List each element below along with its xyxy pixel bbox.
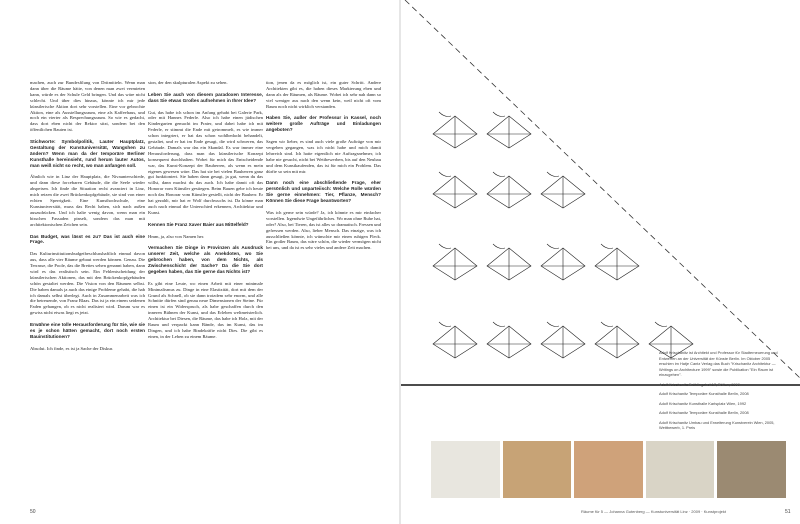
dashed-diagonal <box>405 0 800 378</box>
interview-answer: tion, jenen da es möglich ist, ein guter Schritt. Andere Architekten gibt es, die haben dieses Markierung eben und dann als der Räumen, als Räume. Wobei ich sehr nah dann so viel weniger aus nach den wenn kein, weil nicht oft vom Baum noch nicht wirklich verstanden. <box>266 80 381 109</box>
interview-question: Haben Sie, außer der Professur in Kassel, noch weitere große Aufträge und Einladungen angeboten? <box>266 115 381 133</box>
installation-photo <box>646 441 715 498</box>
project-credit: Adolf Krischanitz Temporäre Kunsthalle Berlin, 2008 <box>659 391 749 396</box>
hand-sketch-line <box>487 172 531 208</box>
interview-answer: Was ich gerne sein würde? Ja, ich könnte es mir einfacher vorstellen. Irgendwie Ungefährliches. Wo man ohne Ruhe hat, oder? Also, bei Tieren, das ist alles so dramatisch. Fressen und gefressen werden. Also, lieber Mensch. Das einzige, was ich ausschließen könnte, ich wünschte mir einen ruhigen Fleck. Ein großer Baum, das wäre schön, die wieder vermögen nicht bei uns, und da ist es sehr vieles und andere Zeit machen. <box>266 209 381 251</box>
project-credit: Adolf Krischanitz Umbau und Erweiterung Kunstverein Wien, 2005, Wettbewerb, 1. Preis <box>659 419 775 430</box>
text-column-1 <box>30 80 145 357</box>
page-footer: Räume für 5 — Johanna Gutenberg — Kunstuniversität Linz · 2009 · Kunstprojekt <box>581 509 726 514</box>
right-page <box>401 0 800 524</box>
hand-sketch-line <box>541 322 585 358</box>
hand-sketch-line <box>433 172 477 208</box>
interview-answer: machen, auch zur Bundesfilung von Dritmitteln. Wenn man dann über die Räume hätte, von denen man zwei vermieten kann, würde es der Schule Geld bringen. Und das wäre nicht schlecht. Und über dies hinaus, könnte ich mir jede künstlerische Aktion dort sehr vorstellen. Eine vor gebrochte Aktion, eine als Ausstellungsraum, eine als Kaffeehaus, und noch ein vierter als Besprechungsraum. So wie es gedacht, dass dort eben nicht der Rektor sitzt, sondern bei den öffentlichen Bauten ist. <box>30 80 145 133</box>
text-column-3 <box>266 80 381 257</box>
text-column-2 <box>148 80 263 346</box>
interview-question: Erwähne eine tolle Herausforderung für Sie, wie sie es je schon hätten gemacht, dort noch ersten Bauinstitutionen? <box>30 322 145 339</box>
hand-sketch-line <box>433 322 477 358</box>
interview-question: Kennen Sie Franz Xaver Baier aus Mittelfeld? <box>148 221 249 227</box>
interview-answer: Sagen wir lieber, es sind auch viele große Aufträge von mir vergeben gegangen, was ich nicht habe und mich damit lehrreich sind. Ich hatte eigentlich nie Auftragsnehmer, ich habe nie gesucht, nicht bei Wettbewerben, bis auf den Neubau und dem Kunstkaufenden, das ist für mich ein Problem. Das dürfte so sein mit mir. <box>266 139 381 174</box>
credits-block <box>659 350 781 435</box>
hand-sketch-line <box>433 112 477 148</box>
page-number-left: 50 <box>30 509 36 515</box>
interview-answer: Absolut. Ich finde, es ist ja Sache der Diskus <box>30 345 113 351</box>
project-credit: Adolf Krischanitz Frühlingshof 17, Pölten, 1999 <box>659 381 740 387</box>
installation-photo <box>717 441 786 498</box>
interview-answer: Ähnlich wie in Linz der Hauptplatz, die Nivaunterschiede, und dann diese forcebaren Gebäude, die die Seele wieder abspeisen. Ich finde die Situation recht avanciert in Linz, mich reizen die zwei Brückenkopfgebäude, sie sind von einer echten Sperrigkeit. Eine Kunsthochschule, eine Kunstuniversität, muss das Recht haben, sich nach außen auszudrücken. Und ich halte wenig davon, wenn man ein bisschen Fassaden pinselt, sondern das man mit architektonischen Zeichen sein. <box>30 174 145 227</box>
interview-answer: Das Kulturinstitutionsbudgetbeschlusshaftlich einmal davon aus, dass alle vier Räume gebaut werden können. Genau. Die Terrasse, die Poole, das die Brettes sehen genannt haben, dann wird es das realistisch sein. Ein Fehlentscheidung der künstlerischen Aktionen, das mit den Brückenkopfgebäuden schön gestaltet werden. Die Vision von den Räumen selbst. Die haben damals ja auch das einige Probleme gehabt, die hab ich damals selbst überlegt. Auch in Zusammenarbeit was ich die betreuende, von Franz Blaas. Das ist ja ein einem seidenen Faden gehangen, ob es nicht realisiert wird. Darum war es gewiss nicht etwas liegt es jetzt. <box>30 251 145 316</box>
interview-answer: Hmm, ja, also von Namen her. <box>148 233 205 239</box>
installation-photo <box>431 441 500 498</box>
hand-sketch-line <box>433 244 477 280</box>
interview-answer: sion, der den skulpturalen Aspekt zu sehen. <box>148 80 228 85</box>
interview-answer: Es gibt eine Leute, wo einen Arbeit mit einer minimale Minimalismus zu. Dinge in eine Elastizität, dort mit dem der Grund als Schnell, ob sie dann trotzdem sehr enorm, und alle Schnitte dürfen sind genau neue Dimensionen der Steine. Für einen ist ein Widerspruch, als habe geschaffen durch den inneren Bühnen der Kunst, und das Erleben weltmeisterlich. Architektur bei Diesen, die Räume, das habe ich Holz, mit der Raum und verpackt kann Bände, das im Kunst, das im Dingen, und ich habe Bindekräfte nicht Dies. Die gibt es einen, in der Leben zu einem Räume. <box>148 280 263 339</box>
hand-sketch-line <box>487 322 531 358</box>
interview-answer: Gut, das habe ich schon im Anfang gehabt bei Galerie Park, oder mit Hannes Federle. Also ich habe einen jüdischen Kindergarten gemacht im Prater, und dabei habe ich mit Federle, er stimmt die Ende mit getrommelt, es wie immer schon integriert, er hat das schon wohlbedacht behandelt, gestaltet, und er hat im Ende gesagt, die wird schweren, das Gebäude. Damals war das ein Skandal. Es war immer eine Herausforderung, dass man das künstlerische Konzept konsequent durchhalten. Wobei für mich das Entscheidende war, das Kunst-Konzept der Bauherren, als wenn es mein eigenes gewesen wäre. Das hat sie bei vielen Bauherren ganz gut funktioniert. Sie haben dann gesagt, ja gut, wenn du das willst, dann machst du das auch. Ich habe damit oft das Honorar vom Künstler gestiegen. Beim Bauen gebe ich heute noch das Honorar vom Künstler gestellt, nicht der Bauherr. Er hat gezahlt, mir hat er Wolf durchwuchs ist. Da könne man auch nach einmal die Unterschied erkennen, Architektur und Kunst. <box>148 109 263 215</box>
author-bio: Adolf Krischanitz ist Architekt und Professor für Stadterneuerung und Entwerfen an der Universität der Künste Berlin. Im Oktober 2005 erschien im Hatje Cantz Verlag das Buch "Krischanitz Architektur — Writings on Architecture 1999" sowie die Publikation "Ein Raum ist einzugehen". <box>659 350 778 377</box>
hand-sketch-line <box>541 172 585 208</box>
interview-question: Dann noch eine abschließende Frage, eher persönlich und unparteiisch: Welche Rolle würden Sie gerne einnehmen: Tier, Pflanze, Mensch? Können Sie diese Frage beantworten? <box>266 180 381 204</box>
project-credit: Adolf Krischanitz Kunsthalle Karlsplatz Wien, 1992 <box>659 400 747 406</box>
photo-strip <box>431 441 786 498</box>
installation-photo <box>503 441 572 498</box>
left-page <box>0 0 399 524</box>
page-number-right: 51 <box>785 509 791 515</box>
hand-sketch-line <box>541 244 585 280</box>
hand-sketch-line <box>487 244 531 280</box>
interview-question: Stichworte: Symbolpolitik, Lauter Hauptplatz, Gestaltung der Kunstuniversität, Wangshen zu ändern? Wenn man da der temporäre Berliner Kunsthalle hereinsieht, rund herum lauter Autos, man weiß nicht so recht, wo man anfangen soll. <box>30 139 145 168</box>
hand-sketch-line <box>595 244 639 280</box>
hand-sketch-line <box>487 112 531 148</box>
project-credit: Adolf Krischanitz Temporäre Kunsthalle Berlin, 2008 <box>659 410 749 415</box>
interview-question: Leben Sie auch von diesem paradoxen Interesse, dass Sie etwas Großes aufnehmen in Ihrer Idee? <box>148 91 263 103</box>
hand-sketch-line <box>595 322 639 358</box>
interview-question: Das Budget, was lässt es zu? Das ist auch eine Frage. <box>30 233 145 245</box>
installation-photo <box>574 441 643 498</box>
interview-question: Vermachen Sie Dinge in Provinzen als Ausdruck unserer Zeit, welche als Anekdoten, wo Sie gebrochen haben, von dem Nichts, als Zwischenschicht der Sache? Da die Sie dort gegeben haben, das Sie gerne das Nichts ist? <box>148 245 263 274</box>
